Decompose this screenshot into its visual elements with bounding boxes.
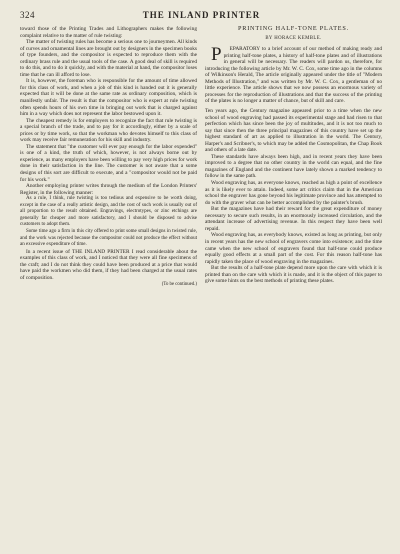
lead-paragraph bbox=[205, 46, 382, 105]
running-header bbox=[20, 10, 382, 22]
body-paragraph: Ten years ago, the Century magazine appeared prior to a time when the new school of wood engraving had passed its experimental stage and had risen to that perfection which has since been the joy of multitudes, and it is not too much to say that since then the three principal magazines of this country have set up the highest standard of art as applied to illustration in the world. The Century, Harper's and Scribner's, to which may be added the Cosmopolitan, the Chap Book and others of a late date. bbox=[205, 108, 382, 154]
body-paragraph: The cheapest remedy is for employers to recognize the fact that rule twisting is a special branch of the trade, and to pay for it accordingly, either by a scale of prices or by time work, so that the workman who devotes himself to this class of work may receive fair remuneration for his skill and industry. bbox=[20, 117, 197, 144]
block-quote: As a rule, I think, rule twisting is too tedious and expensive to be worth doing, except in the case of a really artistic design, and the cost of such work is usually out of all proportion to the result obtained. Engravings, electrotypes, or zinc etchings are generally far cheaper and more satisfactory, and I should be disposed to advise customers to adopt them. bbox=[20, 196, 197, 228]
article-heading: PRINTING HALF-TONE PLATES. bbox=[238, 25, 349, 32]
running-title: THE INLAND PRINTER bbox=[142, 10, 261, 20]
page-number: 324 bbox=[20, 10, 35, 20]
body-paragraph: Wood engraving has, as everyone knows, reached as high a point of excellence as it is likely ever to attain. Indeed, some art critics claim that in the American school the engraver has gone beyond his legitimate province and has attempted to do with the graver what can be better accomplished by the painter's brush. bbox=[205, 180, 382, 206]
body-paragraph: But the results of a half-tone plate depend more upon the care with which it is printed than on the care with which it is made, and it is the object of this paper to give some hints on the best methods of printing these plates. bbox=[205, 265, 382, 285]
body-paragraph: In a recent issue of THE INLAND PRINTER I read considerable about the examples of this class of work, and I noticed that they were all fine specimens of the craft; and I do not think they could have been produced at a price that would have paid the workmen who did them, if they had been charged at the usual rates of composition. bbox=[20, 248, 197, 281]
body-paragraph: It is, however, the foreman who is responsible for the amount of time allowed for this class of work, and when a job of this kind is handed out it is generally expected that it will be done at the same rate as ordinary composition, which is manifestly unfair. The result is that the compositor who is expert at rule twisting often spends hours of his own time in bringing out work that is charged against him in a way which does not represent the labor bestowed upon it. bbox=[20, 78, 197, 118]
block-quote: Some time ago a firm in this city offered to print some small designs in twisted rule, and the work was rejected because the compositor could not produce the effect without an excessive expenditure of time. bbox=[20, 228, 197, 248]
article-byline: BY HORACE KEMBLE. bbox=[265, 35, 322, 41]
body-paragraph: These standards have always been high, and in recent years they have been improved to a degree that no other country in the world can equal, and the fine magazines of England and the continent have lately shown a marked tendency to follow in the same path. bbox=[205, 153, 382, 180]
right-column bbox=[205, 26, 382, 289]
body-paragraph: The matter of twisting rules has become a serious one to journeymen. All kinds of curves and ornamental lines are brought out by designers in the specimen books of type founders, and the compositor is expected to reproduce them with the ordinary brass rule and the usual tools of the case. A good deal of skill is required to do this, and to do it quickly, and with the material at hand, the compositor loses time that he can ill afford to lose. bbox=[20, 39, 197, 78]
text-columns bbox=[20, 26, 382, 289]
body-paragraph: toward those of the Printing Trades and Lithographers makes the following complaint relative to the matter of rule twisting: bbox=[20, 26, 197, 39]
drop-cap: P bbox=[211, 44, 222, 66]
body-paragraph: Another employing printer writes through the medium of the London Printers' Register, in the following manner: bbox=[20, 183, 197, 196]
body-paragraph: But the magazines have had their reward for the great expenditure of money necessary to secure such results, in an enormously increased circulation, and the attendant increase of advertising revenue. In this respect they have been well repaid. bbox=[205, 206, 382, 232]
left-column bbox=[20, 26, 197, 289]
lead-paragraph-text: EPARATORY to a brief account of our method of making ready and printing half-tone plates, a history of half-tone plates and of illustrations in general will be necessary. The readers will pardon us, therefore, for introducing the following article by Mr. W. C. Cox, some time ago in the columns of Wilkinson's Herald, The article originally appeared under the title of "Modern Methods of Illustration," and was written by Mr. W. C. Cox, a gentleman of no little experience. The article shows that we now possess an enormous variety of processes for the reproduction of illustrations and that the success of the printing of the plates is no longer a matter of chance, but of skill and care. bbox=[205, 46, 382, 105]
continued-note: (To be continued.) bbox=[161, 282, 197, 288]
body-paragraph: Wood engraving has, as everybody knows, existed as long as printing, but only in recent years has the new school of engravers come into existence; and the time came when the new school of engravers found that half-tone could produce equally good effects at a small part of the cost. For this reason half-tone has rapidly taken the place of wood engraving in the magazines. bbox=[205, 232, 382, 265]
body-paragraph: The statement that "the customer will ever pay enough for the labor expended" is one of a kind, the truth of which, however, is not always borne out by experience, as many employers have been willing to pay very high prices for work done in their satisfaction in the line. The customer is not aware that a some designs of this sort are difficult to execute, and a "compositor would not be paid for his work." bbox=[20, 143, 197, 183]
